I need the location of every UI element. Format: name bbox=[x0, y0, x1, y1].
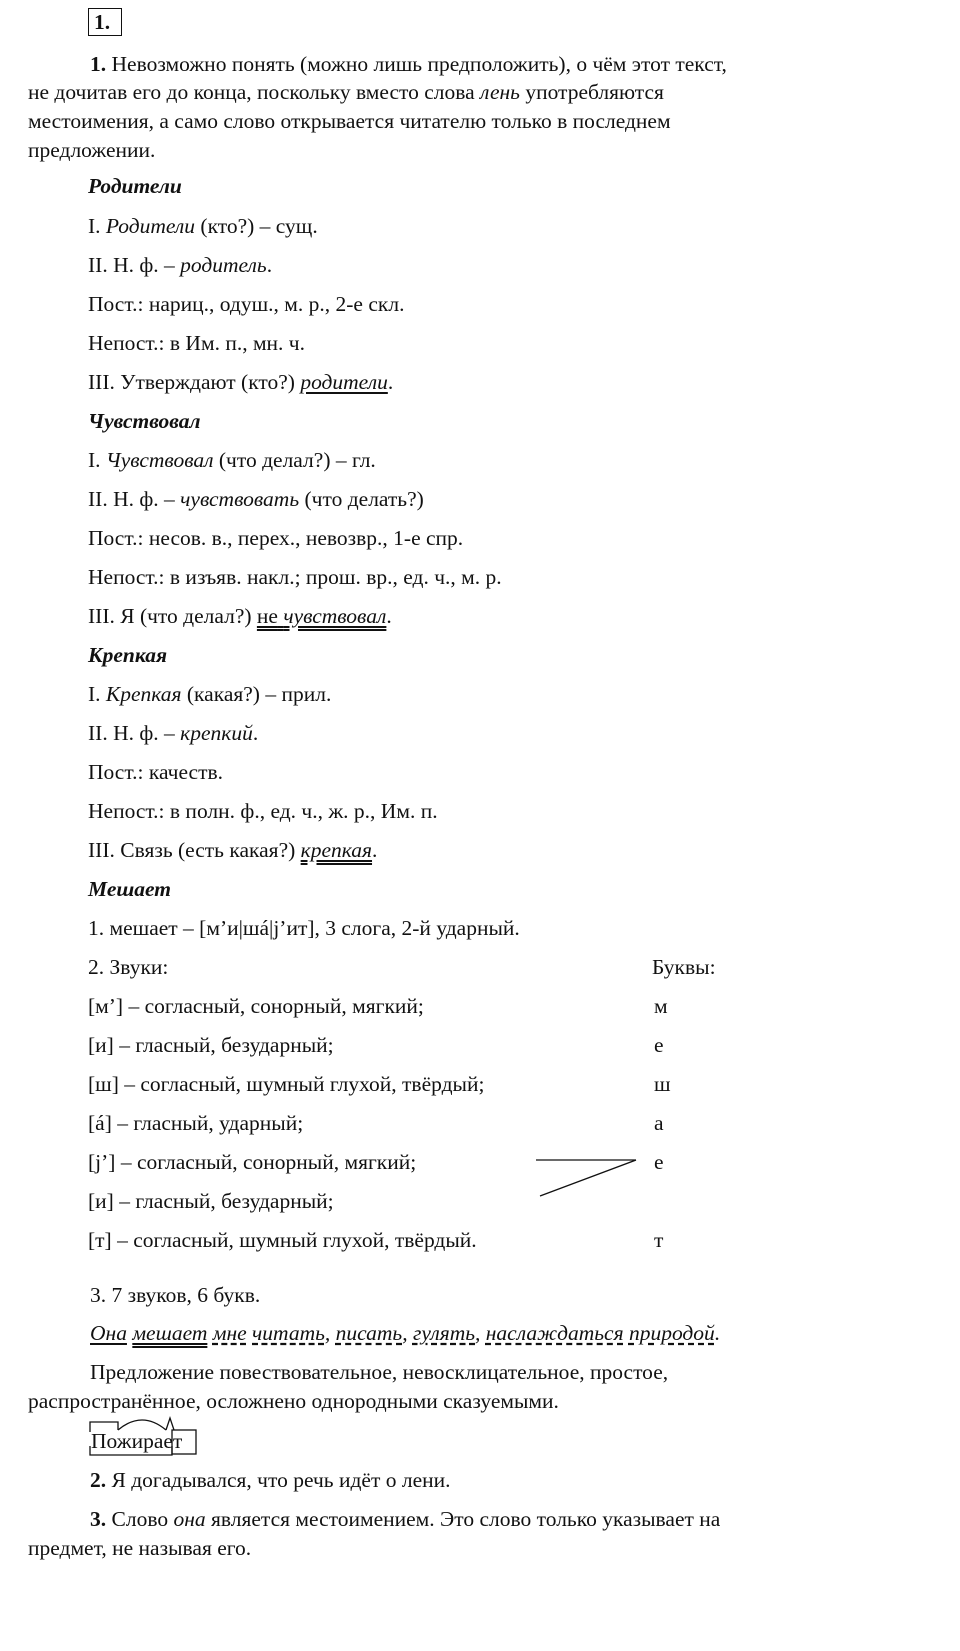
letter-cell: е bbox=[654, 1150, 664, 1174]
predicate-underline: не чувствовал bbox=[256, 604, 387, 628]
roditeli-line-2: II. Н. ф. – родитель. bbox=[88, 253, 273, 277]
subject-word: Она bbox=[90, 1321, 127, 1345]
object-word: гулять bbox=[412, 1321, 476, 1345]
morpheme-word: Пожирает bbox=[91, 1429, 183, 1453]
object-word: читать bbox=[252, 1321, 325, 1345]
letter-cell: а bbox=[654, 1111, 664, 1135]
sound-row: [j’] – согласный, сонорный, мягкий; bbox=[88, 1150, 417, 1174]
chuvstvoval-line-5: III. Я (что делал?) не чувствовал. bbox=[88, 604, 392, 628]
krepkaya-line-1: I. Крепкая (какая?) – прил. bbox=[88, 682, 332, 706]
intro-number: 1. bbox=[90, 52, 107, 76]
letter-cell: м bbox=[654, 994, 668, 1018]
object-word: наслаждаться bbox=[485, 1321, 624, 1345]
roditeli-line-5: III. Утверждают (кто?) родители. bbox=[88, 370, 394, 394]
sound-row: [м’] – согласный, сонорный, мягкий; bbox=[88, 994, 424, 1018]
sound-row: [и] – гласный, безударный; bbox=[88, 1033, 334, 1057]
meshaet-line-1: 1. мешает – [м’и|шá|j’ит], 3 слога, 2-й ударный. bbox=[88, 916, 520, 940]
roditeli-line-4: Непост.: в Им. п., мн. ч. bbox=[88, 331, 305, 355]
object-word: писать bbox=[335, 1321, 403, 1345]
sounds-label: 2. Звуки: bbox=[88, 955, 169, 979]
letter-cell: е bbox=[654, 1033, 664, 1057]
sound-row: [и] – гласный, безударный; bbox=[88, 1189, 334, 1213]
answer-3-line-2: предмет, не называя его. bbox=[28, 1536, 252, 1560]
answer-2: 2. Я догадывался, что речь идёт о лени. bbox=[90, 1468, 451, 1492]
meshaet-line-3: 3. 7 звуков, 6 букв. bbox=[90, 1283, 261, 1307]
predicate-word: мешает bbox=[132, 1321, 208, 1345]
roditeli-line-3: Пост.: нариц., одуш., м. р., 2-е скл. bbox=[88, 292, 405, 316]
sound-row: [ш] – согласный, шумный глухой, твёрдый; bbox=[88, 1072, 485, 1096]
krepkaya-line-4: Непост.: в полн. ф., ед. ч., ж. р., Им. п. bbox=[88, 799, 438, 823]
intro-line-2: не дочитав его до конца, поскольку вместо слова лень употребляются bbox=[28, 80, 664, 104]
letter-cell: т bbox=[654, 1228, 664, 1252]
intro-line-1: 1. Невозможно понять (можно лишь предположить), о чём этот текст, bbox=[90, 52, 727, 76]
krepkaya-line-2: II. Н. ф. – крепкий. bbox=[88, 721, 259, 745]
roditeli-line-1: I. Родители (кто?) – сущ. bbox=[88, 214, 318, 238]
chuvstvoval-line-3: Пост.: несов. в., перех., невозвр., 1-е спр. bbox=[88, 526, 464, 550]
chuvstvoval-line-2: II. Н. ф. – чувствовать (что делать?) bbox=[88, 487, 424, 511]
letters-label: Буквы: bbox=[652, 955, 716, 979]
analysis-line-1: Предложение повествовательное, невосклицательное, простое, bbox=[90, 1360, 669, 1384]
letter-cell: ш bbox=[654, 1072, 671, 1096]
sound-row: [á] – гласный, ударный; bbox=[88, 1111, 304, 1135]
krepkaya-line-5: III. Связь (есть какая?) крепкая. bbox=[88, 838, 378, 862]
heading-chuvstvoval: Чувствовал bbox=[88, 409, 201, 433]
object-word: природой bbox=[628, 1321, 715, 1345]
answer-3-line-1: 3. Слово она является местоимением. Это слово только указывает на bbox=[90, 1507, 721, 1531]
predicate-underline: крепкая bbox=[300, 838, 373, 862]
parsed-sentence: Она мешает мне читать, писать, гулять, наслаждаться природой. bbox=[90, 1321, 721, 1345]
heading-meshaet: Мешает bbox=[88, 877, 171, 901]
task-number: 1. bbox=[94, 10, 111, 34]
chuvstvoval-line-1: I. Чувствовал (что делал?) – гл. bbox=[88, 448, 376, 472]
intro-line-3: местоимения, а само слово открывается читателю только в последнем bbox=[28, 109, 671, 133]
object-word: мне bbox=[212, 1321, 247, 1345]
sound-row: [т] – согласный, шумный глухой, твёрдый. bbox=[88, 1228, 477, 1252]
heading-krepkaya: Крепкая bbox=[88, 643, 168, 667]
heading-roditeli: Родители bbox=[88, 174, 182, 198]
intro-line-4: предложении. bbox=[28, 138, 156, 162]
subject-underline: родители bbox=[300, 370, 388, 394]
analysis-line-2: распространённое, осложнено однородными сказуемыми. bbox=[28, 1389, 559, 1413]
chuvstvoval-line-4: Непост.: в изъяв. накл.; прош. вр., ед. ч., м. р. bbox=[88, 565, 502, 589]
krepkaya-line-3: Пост.: качеств. bbox=[88, 760, 224, 784]
